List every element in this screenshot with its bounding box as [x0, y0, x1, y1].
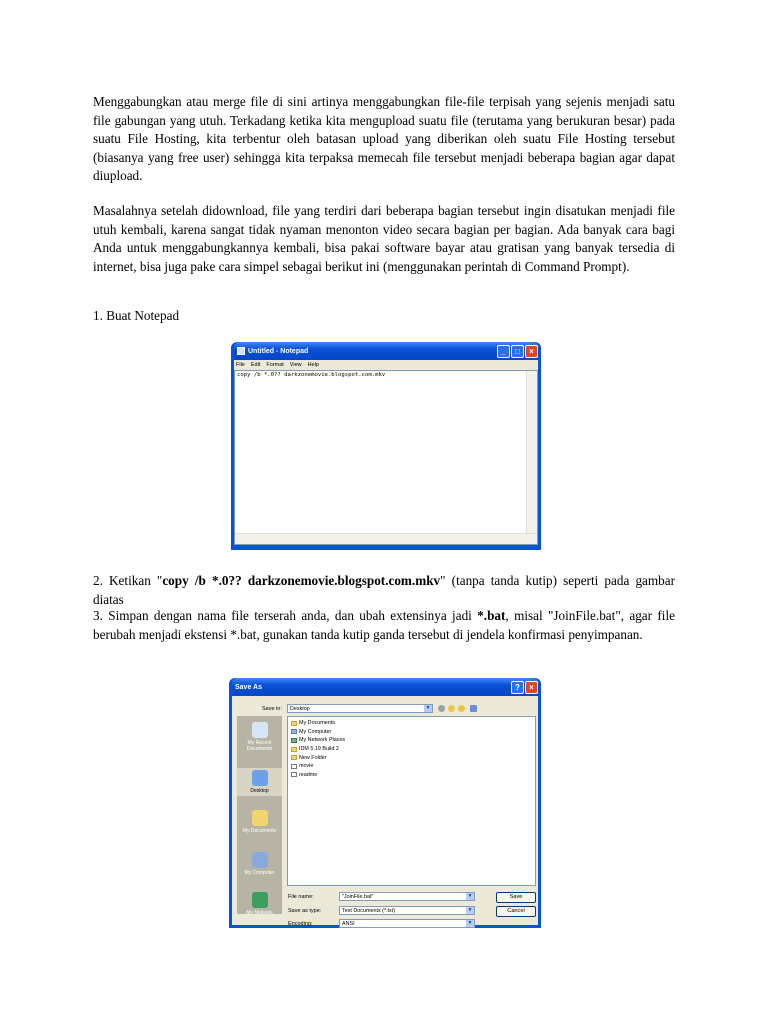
list-item[interactable]: My Network Places — [291, 736, 532, 745]
menu-format[interactable]: Format — [266, 362, 284, 368]
vertical-scrollbar[interactable] — [526, 371, 537, 534]
notepad-icon — [237, 347, 245, 355]
chevron-down-icon[interactable]: ▼ — [467, 907, 473, 913]
notepad-content[interactable]: copy /b *.0?? darkzonemovie.blogspot.com.mkv — [237, 372, 386, 378]
notepad-text-area[interactable] — [234, 370, 538, 545]
file-name-label: File name: — [288, 894, 314, 900]
menu-file[interactable]: File — [236, 362, 245, 368]
place-my-recent-documents[interactable]: My Recent Documents — [237, 722, 282, 752]
list-item[interactable]: movie — [291, 762, 532, 771]
bat-extension: *.bat — [477, 608, 506, 623]
notepad-title: Untitled - Notepad — [248, 347, 309, 355]
intro-paragraph: Menggabungkan atau merge file di sini artinya menggabungkan file-file terpisah yang sejenis menjadi satu file gabungan yang utuh. Terkadang ketika kita mengupload suatu file (terutama yang berukuran besar) pada suatu File Hosting, kita terbentur oleh batasan upload yang diberikan oleh suatu File Hosting tersebut (biasanya yang free user) sehingga kita terpaksa memecah file tersebut menjadi beberapa bagian agar dapat diupload. — [93, 94, 675, 183]
list-item[interactable]: readme — [291, 771, 532, 780]
encoding-dropdown[interactable]: ANSI ▼ — [339, 919, 475, 928]
list-item[interactable]: My Documents — [291, 719, 532, 728]
computer-icon — [291, 729, 297, 734]
recent-documents-icon — [252, 722, 268, 738]
horizontal-scrollbar[interactable] — [235, 533, 537, 544]
notepad-menubar — [234, 360, 538, 370]
notepad-window — [231, 342, 541, 550]
text-file-icon — [291, 764, 297, 769]
list-item[interactable]: New Folder — [291, 753, 532, 762]
problem-paragraph: Masalahnya setelah didownload, file yang terdiri dari beberapa bagian tersebut ingin disatukan menjadi file utuh kembali, karena sangat tidak nyaman menonton video secara bagian per bagian. Ada banyak cara bagi Anda untuk menggabungkannya kembali, bisa pakai software bayar atau gratisan yang banyak tersedia di internet, bisa juga pake cara simpel sebagai berikut ini (menggunakan perintah di Command Prompt). — [93, 203, 675, 274]
save-in-dropdown[interactable]: Desktop ▼ — [287, 704, 433, 713]
command-text: copy /b *.0?? darkzonemovie.blogspot.com.mkv — [162, 573, 441, 588]
place-my-documents[interactable]: My Documents — [237, 810, 282, 834]
chevron-down-icon[interactable]: ▼ — [425, 705, 431, 711]
encoding-label: Encoding: — [288, 921, 313, 927]
views-icon[interactable] — [470, 705, 477, 712]
menu-view[interactable]: View — [289, 362, 302, 368]
place-desktop[interactable]: Desktop — [237, 768, 282, 796]
list-item[interactable]: My Computer — [291, 728, 532, 737]
my-documents-icon — [252, 810, 268, 826]
menu-help[interactable]: Help — [307, 362, 319, 368]
save-as-titlebar[interactable] — [232, 678, 538, 696]
cancel-button[interactable]: Cancel — [496, 906, 536, 917]
save-in-label: Save in: — [262, 706, 282, 712]
save-button[interactable]: Save — [496, 892, 536, 903]
step-3-text: 3. Simpan dengan nama file terserah anda, dan ubah extensinya jadi *.bat, misal "JoinFile.bat", agar file berubah menjadi ekstensi *.bat, gunakan tanda kutip ganda tersebut di jendela konfirmasi penyimpanan. — [93, 608, 675, 642]
file-name-input[interactable]: "JoinFile.bat" ▼ — [339, 892, 475, 901]
desktop-icon — [252, 770, 268, 786]
close-icon[interactable]: × — [525, 681, 538, 694]
save-as-title: Save As — [235, 683, 262, 691]
step-2-text: 2. Ketikan "copy /b *.0?? darkzonemovie.blogspot.com.mkv" (tanpa tanda kutip) seperti pada gambar diatas — [93, 573, 676, 607]
menu-edit[interactable]: Edit — [250, 362, 261, 368]
minimize-icon[interactable]: _ — [497, 345, 510, 358]
new-folder-icon[interactable] — [458, 705, 465, 712]
text-file-icon — [291, 772, 297, 777]
network-icon — [291, 738, 297, 743]
my-network-icon — [252, 892, 268, 908]
place-my-network[interactable]: My Network — [237, 892, 282, 916]
close-icon[interactable]: × — [525, 345, 538, 358]
places-bar — [237, 716, 282, 914]
folder-icon — [291, 721, 297, 726]
save-as-dialog — [229, 678, 541, 928]
maximize-icon[interactable]: □ — [511, 345, 524, 358]
save-type-dropdown[interactable]: Text Documents (*.txt) ▼ — [339, 906, 475, 915]
notepad-titlebar[interactable] — [234, 342, 538, 360]
chevron-down-icon[interactable]: ▼ — [467, 920, 473, 926]
list-item[interactable]: IDM 5.19 Build 2 — [291, 745, 532, 754]
chevron-down-icon[interactable]: ▼ — [467, 893, 473, 899]
save-type-label: Save as type: — [288, 908, 322, 914]
up-folder-icon[interactable] — [448, 705, 455, 712]
help-icon[interactable]: ? — [511, 681, 524, 694]
folder-icon — [291, 747, 297, 752]
step-1-text: 1. Buat Notepad — [93, 308, 180, 323]
place-my-computer[interactable]: My Computer — [237, 852, 282, 876]
folder-icon — [291, 755, 297, 760]
my-computer-icon — [252, 852, 268, 868]
back-icon[interactable] — [438, 705, 445, 712]
file-list[interactable] — [287, 716, 536, 886]
